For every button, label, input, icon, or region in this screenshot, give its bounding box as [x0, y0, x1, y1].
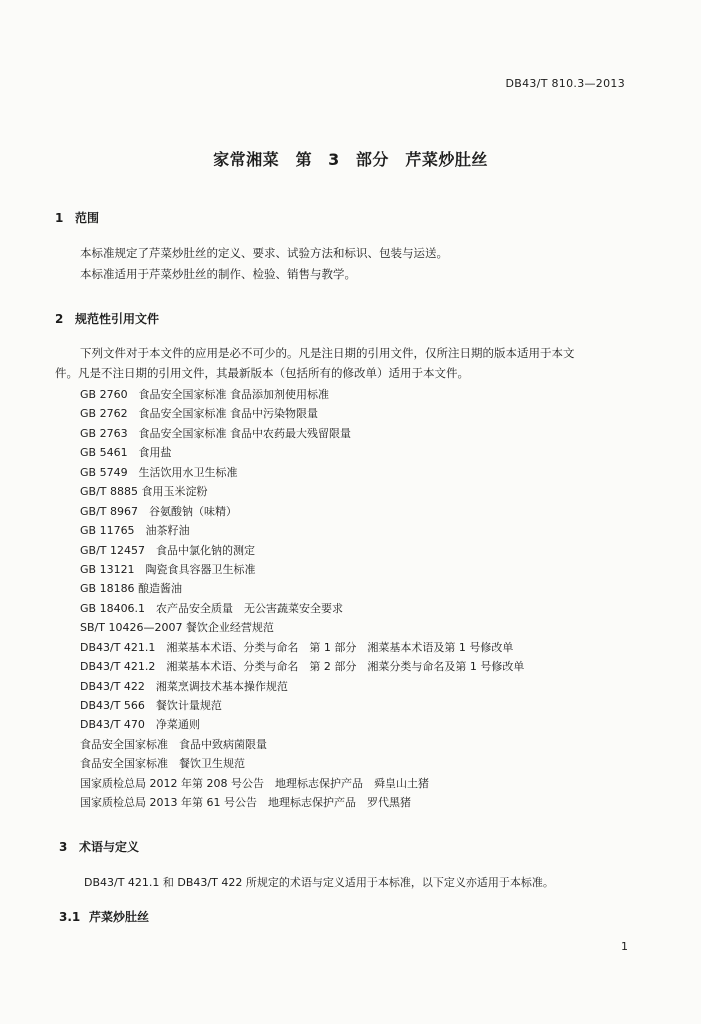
reference-item: SB/T 10426—2007 餐饮企业经营规范 [80, 621, 274, 635]
reference-item: GB 18186 酿造酱油 [80, 582, 183, 596]
reference-item: GB 2763 食品安全国家标准 食品中农药最大残留限量 [80, 426, 352, 440]
section-number: 2 [55, 312, 64, 326]
reference-item: 国家质检总局 2012 年第 208 号公告 地理标志保护产品 舜皇山土猪 [80, 776, 429, 790]
reference-item: GB/T 8967 谷氨酸钠（味精） [80, 504, 237, 518]
reference-item: GB 5461 食用盐 [80, 446, 172, 460]
reference-item: DB43/T 421.1 湘菜基本术语、分类与命名 第 1 部分 湘菜基本术语及第 1 号修改单 [80, 640, 514, 654]
reference-item: GB 2760 食品安全国家标准 食品添加剂使用标准 [80, 388, 330, 401]
reference-item: GB/T 12457 食品中氯化钠的测定 [80, 543, 255, 557]
document-code: DB43/T 810.3—2013 [505, 77, 625, 90]
reference-item: DB43/T 422 湘菜烹调技术基本操作规范 [80, 679, 288, 693]
section-1-paragraph-1: 本标准规定了芹菜炒肚丝的定义、要求、试验方法和标识、包装与运送。 [80, 246, 448, 260]
section-2-intro-line-1: 下列文件对于本文件的应用是必不可少的。凡是注日期的引用文件，仅所注日期的版本适用于本文 [80, 346, 575, 360]
reference-item: GB 13121 陶瓷食具容器卫生标准 [80, 562, 256, 576]
section-2-heading [55, 310, 159, 327]
reference-item: DB43/T 470 净菜通则 [80, 718, 200, 732]
section-2-intro-line-2: 件。凡是不注日期的引用文件，其最新版本（包括所有的修改单）适用于本文件。 [55, 366, 469, 380]
reference-item: 食品安全国家标准 食品中致病菌限量 [80, 737, 267, 751]
section-number: 1 [55, 211, 64, 225]
section-title: 规范性引用文件 [75, 312, 160, 326]
section-3-paragraph: DB43/T 421.1 和 DB43/T 422 所规定的术语与定义适用于本标准，以下定义亦适用于本标准。 [84, 876, 554, 889]
section-title: 术语与定义 [79, 840, 140, 854]
reference-item: 国家质检总局 2013 年第 61 号公告 地理标志保护产品 罗代黑猪 [80, 796, 411, 810]
section-3-1-heading [59, 908, 149, 925]
reference-item: DB43/T 566 餐饮计量规范 [80, 699, 222, 712]
document-title: 家常湘菜 第 3 部分 芹菜炒肚丝 [213, 150, 488, 169]
reference-item: GB 11765 油茶籽油 [80, 524, 190, 538]
subsection-number: 3.1 [59, 910, 81, 924]
section-title: 范围 [75, 211, 100, 225]
reference-item: DB43/T 421.2 湘菜基本术语、分类与命名 第 2 部分 湘菜分类与命名及第 1 号修改单 [80, 660, 525, 674]
page-number: 1 [621, 940, 628, 953]
section-3-heading [59, 838, 139, 855]
section-1-heading [55, 209, 99, 226]
reference-item: GB/T 8885 食用玉米淀粉 [80, 485, 208, 499]
section-1-paragraph-2: 本标准适用于芹菜炒肚丝的制作、检验、销售与教学。 [80, 267, 356, 281]
subsection-title: 芹菜炒肚丝 [89, 910, 150, 924]
reference-item: GB 5749 生活饮用水卫生标准 [80, 465, 238, 479]
reference-item: GB 18406.1 农产品安全质量 无公害蔬菜安全要求 [80, 601, 344, 615]
section-number: 3 [59, 840, 68, 854]
reference-item: 食品安全国家标准 餐饮卫生规范 [80, 757, 245, 771]
reference-item: GB 2762 食品安全国家标准 食品中污染物限量 [80, 407, 319, 421]
reference-list [80, 385, 524, 813]
